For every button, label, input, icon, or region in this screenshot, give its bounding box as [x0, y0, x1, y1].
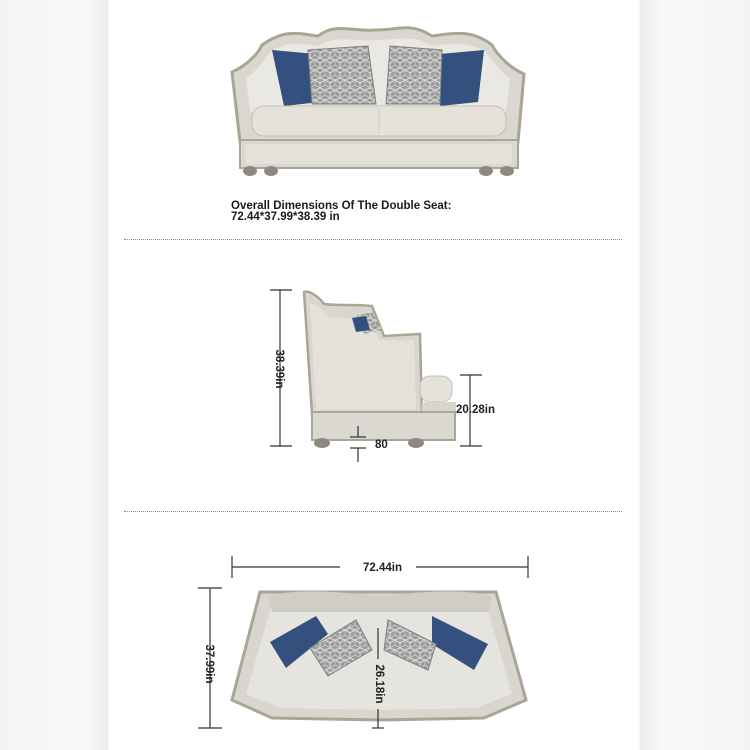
side-view-sofa [304, 292, 456, 448]
section-divider [124, 239, 622, 240]
caption-line-1: Overall Dimensions Of The Double Seat: [231, 200, 452, 212]
caption-line-2: 72.44*37.99*38.39 in [231, 211, 340, 223]
height-label: 38.39in [273, 349, 285, 389]
seat-depth-label: 26.18in [373, 659, 385, 709]
depth-label: 37.99in [203, 644, 215, 684]
dimensions-caption [231, 201, 451, 223]
front-view-sofa [232, 28, 524, 176]
leg-height-label: 80 [375, 439, 388, 451]
section-divider [124, 511, 622, 512]
seat-height-label: 20.28in [456, 404, 495, 416]
width-label: 72.44in [359, 562, 406, 574]
